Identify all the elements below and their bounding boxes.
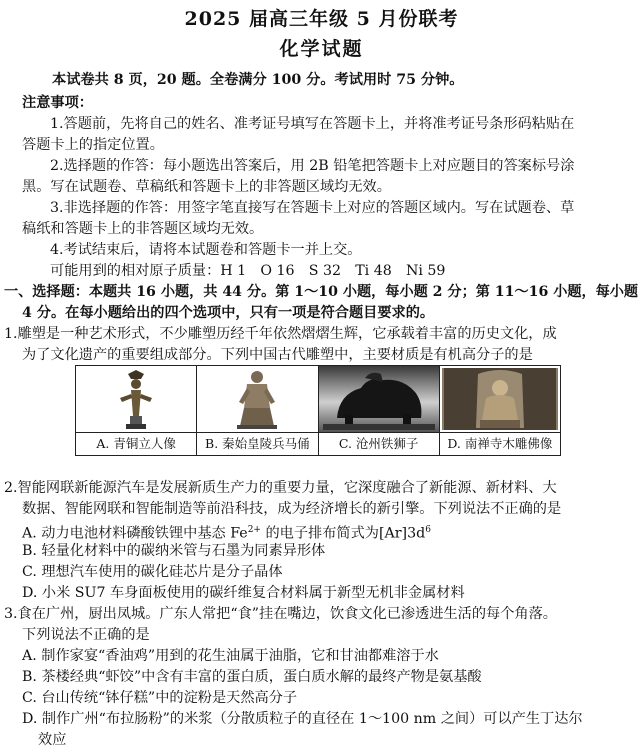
question-2-stem-cont: 数据、智能网联和智能制造等前沿科技，成为经济增长的新引擎。下列说法不正确的是: [22, 501, 562, 517]
question-3-stem-cont: 下列说法不正确的是: [22, 627, 150, 643]
question-2-option-a: A. 动力电池材料磷酸铁锂中基态 $Fe^{2+}$ 的电子排布简式为$[Ar]3d^6$: [22, 525, 431, 542]
question-1-stem: 1.雕塑是一种艺术形式，不少雕塑历经千年依然熠熠生辉，它承载着丰富的历史文化，成: [4, 326, 557, 342]
section-heading-cont: 4 分。在每小题给出的四个选项中，只有一项是符合题目要求的。: [22, 305, 435, 321]
iron-lion-image: [319, 366, 439, 432]
question-3-option-d-cont: 效应: [38, 732, 67, 748]
question-2-stem: 2.智能网联新能源汽车是发展新质生产力的重要力量，它深度融合了新能源、新材料、大: [4, 480, 557, 496]
question-3-stem: 3.食在广州，厨出凤城。广东人常把“食”挂在嘴边，饮食文化已渗透进生活的每个角落。: [4, 606, 557, 622]
notice-line: 2.选择题的作答：每小题选出答案后，用 2B 铅笔把答题卡上对应题目的答案标号涂: [50, 158, 575, 174]
option-d-caption: D. 南禅寺木雕佛像: [440, 432, 560, 455]
exam-title: 2025 届高三年级 5 月份联考: [184, 8, 459, 30]
exam-meta: 本试卷共 8 页，20 题。全卷满分 100 分。考试用时 75 分钟。: [52, 72, 464, 88]
option-b-caption: B. 秦始皇陵兵马俑: [197, 432, 317, 455]
section-heading: 一、选择题：本题共 16 小题，共 44 分。第 1～10 小题，每小题 2 分；第 11～16 小题，每小题: [4, 284, 639, 300]
option-d-cell: [440, 366, 560, 455]
notice-line: 3.非选择题的作答：用签字笔直接写在答题卡上对应的答题区域内。写在试题卷、草: [50, 200, 575, 216]
question-3-option-d: D. 制作广州“布拉肠粉”的米浆（分散质粒子的直径在 1～100 nm 之间）可以产生丁达尔: [22, 711, 583, 727]
notice-heading: 注意事项：: [22, 95, 93, 111]
notice-line: 答题卡上的指定位置。: [22, 137, 164, 153]
notice-line: 4.考试结束后，请将本试题卷和答题卡一并上交。: [50, 242, 362, 258]
question-1-stem-cont: 为了文化遗产的重要组成部分。下列中国古代雕塑中，主要材质是有机高分子的是: [22, 347, 533, 363]
option-a-caption: A. 青铜立人像: [76, 432, 196, 455]
option-c-cell: [319, 366, 440, 455]
question-2-option-b: B. 轻量化材料中的碳纳米管与石墨为同素异形体: [22, 543, 326, 559]
bronze-figure-image: [78, 368, 194, 430]
question-3-option-a: A. 制作家宴“香油鸡”用到的花生油属于油脂，它和甘油都难溶于水: [22, 648, 439, 664]
question-3-option-b: B. 茶楼经典“虾饺”中含有丰富的蛋白质，蛋白质水解的最终产物是氨基酸: [22, 669, 482, 685]
notice-line: 稿纸和答题卡上的非答题区域均无效。: [22, 221, 264, 237]
option-a-cell: [76, 366, 197, 455]
wooden-buddha-image: [442, 368, 558, 430]
question-2-option-d: D. 小米 SU7 车身面板使用的碳纤维复合材料属于新型无机非金属材料: [22, 585, 465, 601]
atomic-mass-line: 可能用到的相对原子质量：H 1 O 16 S 32 Ti 48 Ni 59: [50, 263, 446, 279]
notice-line: 1.答题前，先将自己的姓名、准考证号填写在答题卡上，并将准考证号条形码粘贴在: [50, 116, 575, 132]
exam-subject: 化学试题: [279, 38, 364, 60]
question-3-option-c: C. 台山传统“钵仔糕”中的淀粉是天然高分子: [22, 690, 298, 706]
terracotta-warrior-image: [199, 368, 315, 430]
option-b-cell: [197, 366, 318, 455]
question-2-option-c: C. 理想汽车使用的碳化硅芯片是分子晶体: [22, 564, 283, 580]
option-c-caption: C. 沧州铁狮子: [319, 432, 439, 455]
question-1-image-table: [75, 365, 561, 456]
notice-line: 黑。写在试题卷、草稿纸和答题卡上的非答题区域均无效。: [22, 179, 391, 195]
